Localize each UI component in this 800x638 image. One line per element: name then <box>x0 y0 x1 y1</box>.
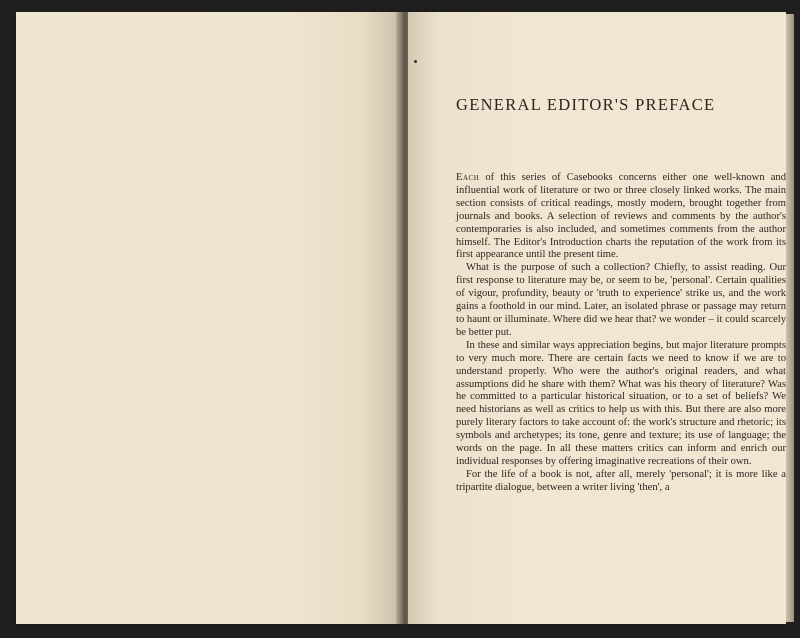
paragraph-lead: Each <box>456 172 480 183</box>
paragraph-4: For the life of a book is not, after all, merely 'personal'; it is more like a tripartite dialogue, between a writer living 'then', a <box>456 468 786 493</box>
preface-body <box>456 172 786 495</box>
paragraph-2: What is the purpose of such a collection? Chiefly, to assist reading. Our first response to literature may be, or seem to be, 'personal'. Certain qualities of vigour, profundity, beauty or 'truth to experience' strike us, and the work gains a foothold in our mind. Later, an isolated phrase or passage may return to haunt or illuminate. Where did we hear that? we wonder – it could scarcely be better put. <box>456 262 786 338</box>
paragraph-text: of this series of Casebooks concerns either one well-known and influential work of literature or two or three closely linked works. The main section consists of critical readings, mostly modern, brought together from journals and books. A selection of reviews and comments by the author's contemporaries is also included, and sometimes comments from the author himself. The Editor's Introduction charts the reputation of the work from its first appearance until the present time. <box>456 172 786 261</box>
paragraph-3: In these and similar ways appreciation begins, but major literature prompts to very much more. There are certain facts we need to know if we are to understand properly. Who were the author's original readers, and what assumptions did he share with them? What was his theory of literature? Was he committed to a particular historical situation, or to a set of beliefs? We need historians as well as critics to help us with this. But there are also more purely literary factors to take account of: the work's structure and rhetoric; its symbols and archetypes; its tone, genre and texture; its use of language; the words on the page. In all these matters critics can inform and enrich our individual responses by offering imaginative recreations of their own. <box>456 339 786 467</box>
page-mark <box>414 60 417 63</box>
paragraph-1 <box>456 172 786 262</box>
page-edge <box>786 14 794 622</box>
left-page-blank <box>16 12 402 624</box>
preface-heading: GENERAL EDITOR'S PREFACE <box>456 95 716 114</box>
